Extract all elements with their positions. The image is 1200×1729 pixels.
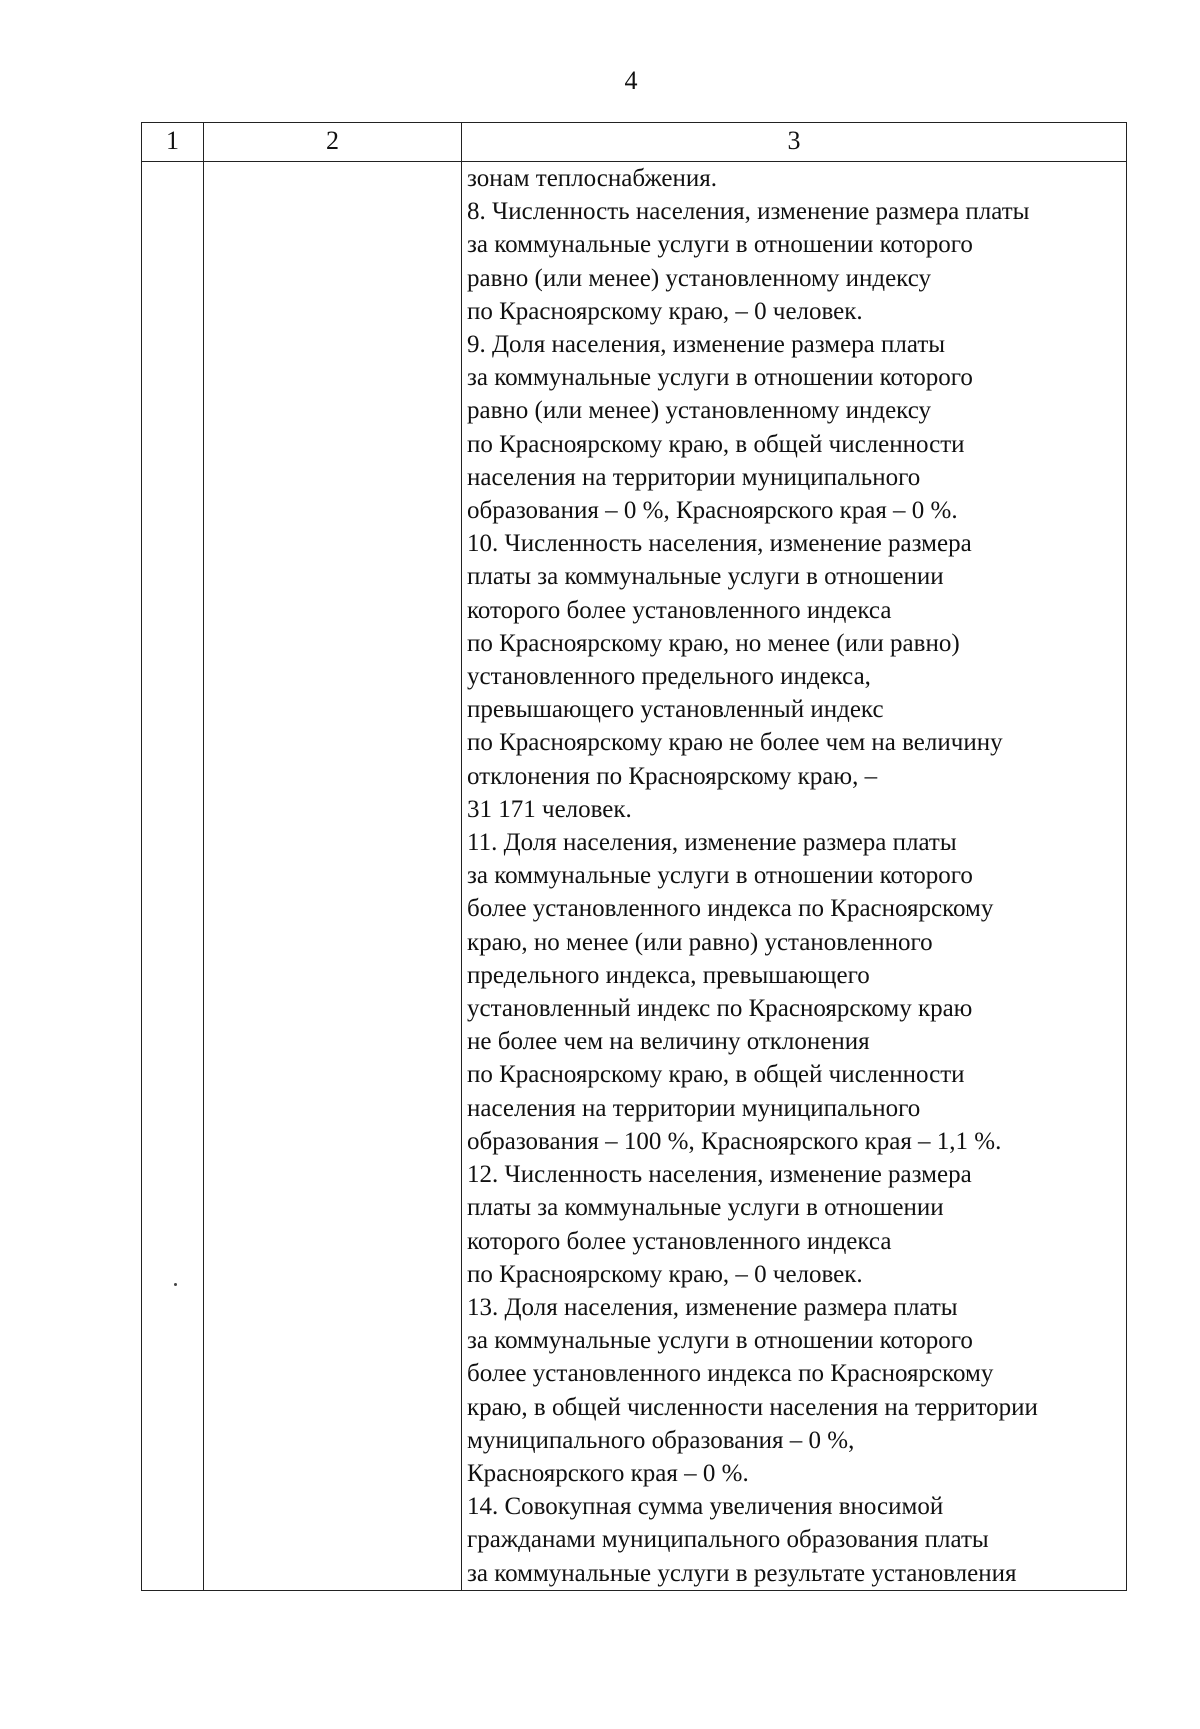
text-line: образования – 0 %, Красноярского края – 0 %. — [467, 497, 958, 525]
text-line: за коммунальные услуги в отношении которого — [467, 1327, 973, 1355]
table-header-row — [142, 123, 1127, 162]
text-line: гражданами муниципального образования платы — [467, 1526, 989, 1554]
text-line: за коммунальные услуги в отношении которого — [467, 231, 973, 259]
text-line: 10. Численность населения, изменение размера — [467, 530, 972, 558]
text-line: установленного предельного индекса, — [467, 663, 871, 691]
text-line: более установленного индекса по Красноярскому — [467, 895, 994, 923]
text-line: по Красноярскому краю, – 0 человек. — [467, 1260, 863, 1288]
text-line: по Красноярскому краю, в общей численности — [467, 430, 965, 458]
cell-col-2 — [204, 162, 462, 1591]
column-header-3: 3 — [462, 123, 1127, 162]
column-header-1: 1 — [142, 123, 204, 162]
text-line: платы за коммунальные услуги в отношении — [467, 563, 944, 591]
text-line: 9. Доля населения, изменение размера платы — [467, 331, 946, 359]
text-line: предельного индекса, превышающего — [467, 961, 870, 989]
text-line: которого более установленного индекса — [467, 1227, 892, 1255]
text-line: 14. Совокупная сумма увеличения вносимой — [467, 1493, 944, 1521]
text-line: краю, но менее (или равно) установленного — [467, 928, 933, 956]
text-line: 8. Численность населения, изменение размера платы — [467, 198, 1030, 226]
text-line: которого более установленного индекса — [467, 596, 892, 624]
column-header-2: 2 — [204, 123, 462, 162]
text-line: муниципального образования – 0 %, — [467, 1426, 855, 1454]
text-line: за коммунальные услуги в отношении которого — [467, 862, 973, 890]
text-line: за коммунальные услуги в результате установления — [467, 1559, 1017, 1587]
page-number: 4 — [624, 66, 638, 95]
text-line: по Красноярскому краю не более чем на величину — [467, 729, 1003, 757]
text-line: отклонения по Красноярскому краю, – — [467, 762, 878, 790]
cell-col-3 — [462, 162, 1127, 1591]
text-line: 31 171 человек. — [467, 795, 632, 823]
document-table — [141, 122, 1127, 1591]
text-line: по Красноярскому краю, в общей численности — [467, 1061, 965, 1089]
text-line: более установленного индекса по Красноярскому — [467, 1360, 994, 1388]
text-line: равно (или менее) установленному индексу — [467, 264, 931, 292]
table-row — [142, 162, 1127, 1591]
text-line: платы за коммунальные услуги в отношении — [467, 1194, 944, 1222]
text-line: превышающего установленный индекс — [467, 696, 884, 724]
scan-speck — [174, 1283, 177, 1286]
cell-col-1 — [142, 162, 204, 1591]
text-line: населения на территории муниципального — [467, 463, 921, 491]
text-line: 12. Численность населения, изменение размера — [467, 1161, 972, 1189]
text-line: за коммунальные услуги в отношении которого — [467, 364, 973, 392]
text-line: 11. Доля населения, изменение размера платы — [467, 829, 957, 857]
text-line: краю, в общей численности населения на территории — [467, 1393, 1038, 1421]
text-line: равно (или менее) установленному индексу — [467, 397, 931, 425]
text-line: Красноярского края – 0 %. — [467, 1459, 749, 1487]
text-line: населения на территории муниципального — [467, 1094, 921, 1122]
text-line: образования – 100 %, Красноярского края – 1,1 %. — [467, 1127, 1002, 1155]
text-line: по Красноярскому краю, но менее (или равно) — [467, 629, 960, 657]
text-line: по Красноярскому краю, – 0 человек. — [467, 297, 863, 325]
text-line: зонам теплоснабжения. — [467, 165, 717, 192]
text-line: установленный индекс по Красноярскому краю — [467, 995, 973, 1023]
text-line: не более чем на величину отклонения — [467, 1028, 870, 1056]
text-line: 13. Доля населения, изменение размера платы — [467, 1293, 958, 1321]
